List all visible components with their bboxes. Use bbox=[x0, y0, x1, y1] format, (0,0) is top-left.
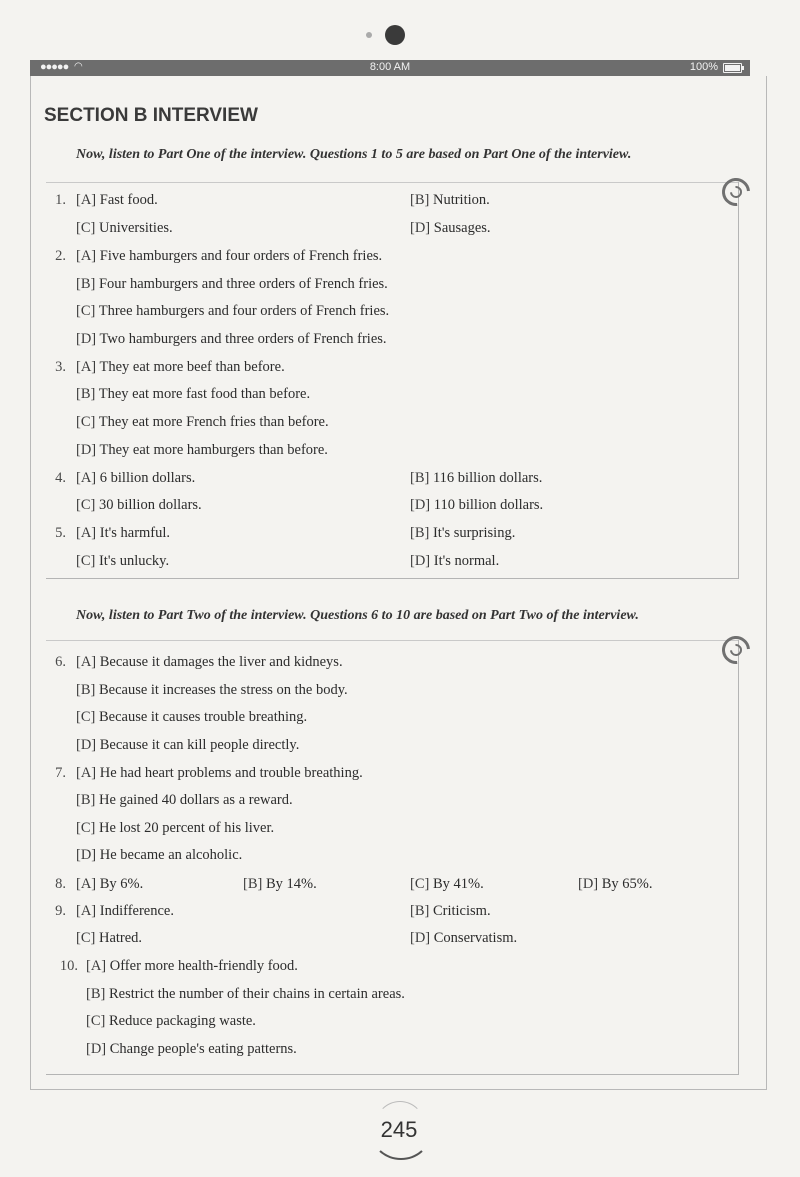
option-text: 116 billion dollars. bbox=[432, 470, 543, 486]
option-letter: [D] bbox=[76, 847, 97, 863]
option-4a[interactable] bbox=[76, 470, 195, 487]
question-number: 7. bbox=[55, 765, 66, 781]
battery-icon bbox=[723, 63, 742, 73]
option-letter: [B] bbox=[410, 903, 430, 919]
option-letter: [A] bbox=[76, 470, 97, 486]
option-letter: [A] bbox=[76, 359, 97, 375]
option-text: He lost 20 percent of his liver. bbox=[98, 820, 275, 836]
option-letter: [C] bbox=[76, 553, 96, 569]
option-letter: [C] bbox=[76, 497, 96, 513]
option-3b[interactable] bbox=[76, 386, 310, 403]
option-letter: [C] bbox=[76, 414, 96, 430]
option-text: Criticism. bbox=[432, 903, 491, 919]
option-letter: [D] bbox=[76, 442, 97, 458]
option-8c[interactable] bbox=[410, 876, 484, 893]
option-6b[interactable] bbox=[76, 682, 348, 699]
battery-percentage: 100% bbox=[689, 61, 718, 73]
option-5c[interactable] bbox=[76, 553, 169, 570]
option-8b[interactable] bbox=[243, 876, 317, 893]
option-letter: [D] bbox=[410, 220, 431, 236]
option-letter: [D] bbox=[410, 553, 431, 569]
option-5a[interactable] bbox=[76, 525, 170, 542]
option-10a[interactable] bbox=[86, 958, 298, 975]
status-time: 8:00 AM bbox=[369, 61, 411, 73]
option-10b[interactable] bbox=[86, 986, 405, 1003]
part-one-questions-box bbox=[46, 182, 739, 579]
option-text: They eat more fast food than before. bbox=[98, 386, 311, 402]
option-letter: [A] bbox=[76, 903, 97, 919]
option-letter: [A] bbox=[76, 525, 97, 541]
option-text: 6 billion dollars. bbox=[99, 470, 196, 486]
option-text: Because it damages the liver and kidneys. bbox=[99, 654, 343, 670]
option-letter: [C] bbox=[76, 930, 96, 946]
option-letter: [C] bbox=[86, 1013, 106, 1029]
option-text: Conservatism. bbox=[433, 930, 518, 946]
option-text: They eat more hamburgers than before. bbox=[99, 442, 328, 458]
option-2b[interactable] bbox=[76, 276, 388, 293]
option-letter: [A] bbox=[76, 248, 97, 264]
option-letter: [B] bbox=[76, 386, 96, 402]
option-text: Reduce packaging waste. bbox=[108, 1013, 256, 1029]
option-text: Because it causes trouble breathing. bbox=[98, 709, 308, 725]
option-letter: [B] bbox=[86, 986, 106, 1002]
option-letter: [B] bbox=[410, 192, 430, 208]
option-letter: [B] bbox=[410, 525, 430, 541]
option-text: Universities. bbox=[98, 220, 173, 236]
option-9c[interactable] bbox=[76, 930, 142, 947]
option-letter: [D] bbox=[76, 331, 97, 347]
option-7c[interactable] bbox=[76, 820, 274, 837]
option-text: Sausages. bbox=[433, 220, 491, 236]
option-6a[interactable] bbox=[76, 654, 343, 671]
option-text: Restrict the number of their chains in certain areas. bbox=[108, 986, 405, 1002]
option-letter: [C] bbox=[76, 303, 96, 319]
option-letter: [B] bbox=[410, 470, 430, 486]
option-4b[interactable] bbox=[410, 470, 542, 487]
option-7b[interactable] bbox=[76, 792, 293, 809]
option-text: It's harmful. bbox=[99, 525, 171, 541]
frame-border bbox=[30, 1089, 767, 1090]
option-letter: [A] bbox=[86, 958, 107, 974]
question-number: 9. bbox=[55, 903, 66, 919]
option-text: He became an alcoholic. bbox=[99, 847, 243, 863]
option-text: It's unlucky. bbox=[98, 553, 170, 569]
part-two-instruction: Now, listen to Part Two of the interview. Questions 6 to 10 are based on Part Two of the interview. bbox=[76, 608, 639, 623]
option-1c[interactable] bbox=[76, 220, 173, 237]
option-text: It's surprising. bbox=[432, 525, 516, 541]
option-letter: [B] bbox=[243, 876, 263, 892]
option-2a[interactable] bbox=[76, 248, 382, 265]
option-letter: [C] bbox=[76, 820, 96, 836]
option-letter: [D] bbox=[76, 737, 97, 753]
option-8a[interactable] bbox=[76, 876, 143, 893]
option-text: By 65%. bbox=[601, 876, 653, 892]
option-2c[interactable] bbox=[76, 303, 389, 320]
question-number: 5. bbox=[55, 525, 66, 541]
option-1d[interactable] bbox=[410, 220, 491, 237]
question-number: 4. bbox=[55, 470, 66, 486]
option-text: By 41%. bbox=[432, 876, 484, 892]
option-text: Four hamburgers and three orders of French fries. bbox=[98, 276, 388, 292]
option-text: Hatred. bbox=[98, 930, 143, 946]
option-8d[interactable] bbox=[578, 876, 653, 893]
question-number: 2. bbox=[55, 248, 66, 264]
option-letter: [D] bbox=[410, 497, 431, 513]
status-bar bbox=[30, 60, 750, 76]
option-text: Because it can kill people directly. bbox=[99, 737, 300, 753]
option-text: He had heart problems and trouble breathing. bbox=[99, 765, 363, 781]
option-text: Five hamburgers and four orders of French fries. bbox=[99, 248, 383, 264]
option-text: By 6%. bbox=[99, 876, 144, 892]
option-text: Because it increases the stress on the body. bbox=[98, 682, 348, 698]
option-9d[interactable] bbox=[410, 930, 517, 947]
frame-border bbox=[766, 76, 767, 1089]
signal-icon: ●●●●● bbox=[40, 61, 69, 73]
option-text: Offer more health-friendly food. bbox=[109, 958, 298, 974]
question-number: 8. bbox=[55, 876, 66, 892]
frame-border bbox=[30, 76, 31, 1089]
option-letter: [B] bbox=[76, 276, 96, 292]
option-text: Indifference. bbox=[99, 903, 174, 919]
option-6c[interactable] bbox=[76, 709, 307, 726]
option-text: Fast food. bbox=[99, 192, 158, 208]
option-5d[interactable] bbox=[410, 553, 499, 570]
option-text: They eat more beef than before. bbox=[99, 359, 285, 375]
option-letter: [A] bbox=[76, 876, 97, 892]
option-6d[interactable] bbox=[76, 737, 299, 754]
option-text: Three hamburgers and four orders of French fries. bbox=[98, 303, 390, 319]
option-text: Change people's eating patterns. bbox=[109, 1041, 297, 1057]
option-text: Two hamburgers and three orders of French fries. bbox=[99, 331, 387, 347]
option-letter: [D] bbox=[410, 930, 431, 946]
question-number: 10. bbox=[59, 958, 78, 974]
question-number: 6. bbox=[55, 654, 66, 670]
option-5b[interactable] bbox=[410, 525, 515, 542]
option-3c[interactable] bbox=[76, 414, 329, 431]
camera-sensor bbox=[366, 32, 372, 38]
option-10d[interactable] bbox=[86, 1041, 297, 1058]
option-letter: [B] bbox=[76, 792, 96, 808]
option-letter: [A] bbox=[76, 654, 97, 670]
option-text: 110 billion dollars. bbox=[433, 497, 544, 513]
option-letter: [B] bbox=[76, 682, 96, 698]
question-number: 1. bbox=[55, 192, 66, 208]
question-number: 3. bbox=[55, 359, 66, 375]
option-text: By 14%. bbox=[265, 876, 317, 892]
option-10c[interactable] bbox=[86, 1013, 256, 1030]
option-9a[interactable] bbox=[76, 903, 174, 920]
section-title: SECTION B INTERVIEW bbox=[44, 105, 258, 126]
option-text: Nutrition. bbox=[432, 192, 490, 208]
option-letter: [A] bbox=[76, 192, 97, 208]
option-text: It's normal. bbox=[433, 553, 500, 569]
option-letter: [C] bbox=[76, 709, 96, 725]
option-text: 30 billion dollars. bbox=[98, 497, 202, 513]
option-letter: [C] bbox=[76, 220, 96, 236]
wifi-icon: ◠ bbox=[74, 61, 83, 72]
battery-level bbox=[725, 65, 740, 71]
option-9b[interactable] bbox=[410, 903, 491, 920]
option-7d[interactable] bbox=[76, 847, 242, 864]
part-one-instruction: Now, listen to Part One of the interview. Questions 1 to 5 are based on Part One of the interview. bbox=[76, 147, 632, 162]
option-text: He gained 40 dollars as a reward. bbox=[98, 792, 293, 808]
option-1a[interactable] bbox=[76, 192, 158, 209]
option-2d[interactable] bbox=[76, 331, 387, 348]
option-text: They eat more French fries than before. bbox=[98, 414, 329, 430]
option-7a[interactable] bbox=[76, 765, 363, 782]
camera-lens bbox=[385, 25, 405, 45]
option-1b[interactable] bbox=[410, 192, 490, 209]
option-letter: [A] bbox=[76, 765, 97, 781]
option-4d[interactable] bbox=[410, 497, 543, 514]
option-letter: [C] bbox=[410, 876, 430, 892]
page-number: 245 bbox=[380, 1117, 418, 1142]
option-4c[interactable] bbox=[76, 497, 202, 514]
option-3d[interactable] bbox=[76, 442, 328, 459]
option-letter: [D] bbox=[86, 1041, 107, 1057]
option-3a[interactable] bbox=[76, 359, 285, 376]
option-letter: [D] bbox=[578, 876, 599, 892]
